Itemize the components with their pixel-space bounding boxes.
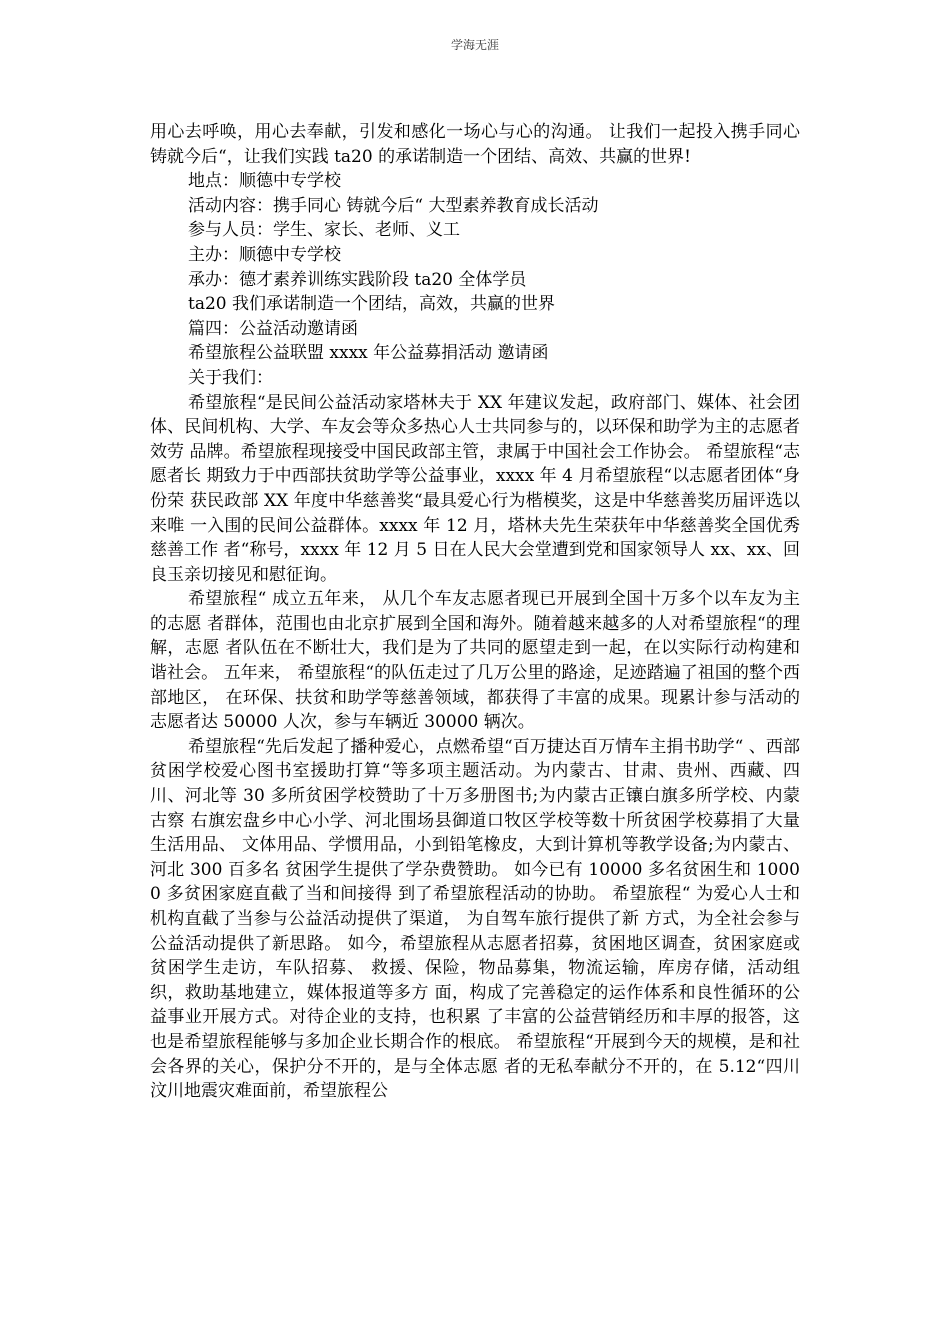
paragraph-co-organizer: 承办：德才素养训练实践阶段 ta20 全体学员 <box>188 269 527 290</box>
paragraph-activity-content: 活动内容：携手同心 铸就今后“ 大型素养教育成长活动 <box>188 195 599 216</box>
invitation-title: 希望旅程公益联盟 xxxx 年公益募捐活动 邀请函 <box>188 343 549 364</box>
paragraph: 希望旅程“先后发起了播种爱心，点燃希望“百万捷达百万情车主捐书助学“ 、西部贫困学校爱心图书室援助打算“等多项主题活动。为内蒙古、甘肃、贵州、西藏、四 川、河北等 30 多所贫困学校赞助了十万多册图书;为内蒙古正镶白旗多所学校、内蒙古察 右旗宏盘乡中心小学、河北围场县御道口牧区学校等数十所贫困学校募捐了大量生活用品、 文体用品、学惯用品，小到铅笔橡皮，大到计算机等教学设备;为内蒙古、河北 300 百多名 贫困学生提供了学杂费赞助。 如今已有 10000 多名贫困生和 10000 多贫困家庭直截了当和间接得 到了希望旅程活动的协助。 希望旅程“ 为爱心人士和机构直截了当参与公益活动提供了渠道， 为自驾车旅行提供了新 方式，为全社会参与公益活动提供了新思路。 如今，希望旅程从志愿者招募，贫困地区调查，贫困家庭或贫困学生走访，车队招募、 救援、保险，物品募集，物流运输，库房存储，活动组织，救助基地建立，媒体报道等多方 面，构成了完善稳定的运作体系和良性循环的公益事业开展方式。对待企业的支持，也积累 了丰富的公益营销经历和丰厚的报答，这也是希望旅程能够与多加企业长期合作的根底。 希望旅程“开展到今天的规模，是和社会各界的关心，保护分不开的，是与全体志愿 者的无私奉献分不开的，在 5.12“四川汶川地震灾难面前，希望旅程公 <box>150 736 800 1102</box>
paragraph: 用心去呼唤，用心去奉献，引发和感化一场心与心的沟通。 让我们一起投入携手同心铸就今后“，让我们实践 ta20 的承诺制造一个团结、高效、共赢的世界! <box>150 122 800 167</box>
section-heading: 篇四：公益活动邀请函 <box>188 318 358 339</box>
paragraph-participants: 参与人员：学生、家长、老师、义工 <box>188 220 460 241</box>
about-us-heading: 关于我们： <box>188 367 273 388</box>
paragraph: 希望旅程“ 成立五年来， 从几个车友志愿者现已开展到全国十万多个以车友为主的志愿 者群体，范围也由北京扩展到全国和海外。随着越来越多的人对希望旅程“的理解，志愿 者队伍在不断壮大，我们是为了共同的愿望走到一起，在以实际行动构建和谐社会。 五年来， 希望旅程“的队伍走过了几万公里的路途，足迹踏遍了祖国的整个西部地区， 在环保、扶贫和助学等慈善领域，都获得了丰富的成果。现累计参与活动的志愿者达 50000 人次，参与车辆近 30000 辆次。 <box>150 589 800 733</box>
document-body <box>150 120 800 1104</box>
paragraph-location: 地点：顺德中专学校 <box>188 171 341 192</box>
paragraph: 希望旅程“是民间公益活动家塔林夫于 XX 年建议发起，政府部门、媒体、社会团 体、民间机构、大学、车友会等众多热心人士共同参与的，以环保和助学为主的志愿者效劳 品牌。希望旅程现接受中国民政部主管，隶属于中国社会工作协会。 希望旅程“志愿者长 期致力于中西部扶贫助学等公益事业，xxxx 年 4 月希望旅程“以志愿者团体“身份荣 获民政部 XX 年度中华慈善奖“最具爱心行为楷模奖，这是中华慈善奖历届评选以来唯 一入围的民间公益群体。xxxx 年 12 月，塔林夫先生荣获年中华慈善奖全国优秀慈善工作 者“称号，xxxx 年 12 月 5 日在人民大会堂遭到党和国家领导人 xx、xx、回 良玉亲切接见和慰征询。 <box>150 392 800 585</box>
paragraph-promise: ta20 我们承诺制造一个团结，高效，共赢的世界 <box>188 294 556 315</box>
page-header: 学海无涯 <box>450 38 499 52</box>
paragraph-organizer: 主办：顺德中专学校 <box>188 244 341 265</box>
